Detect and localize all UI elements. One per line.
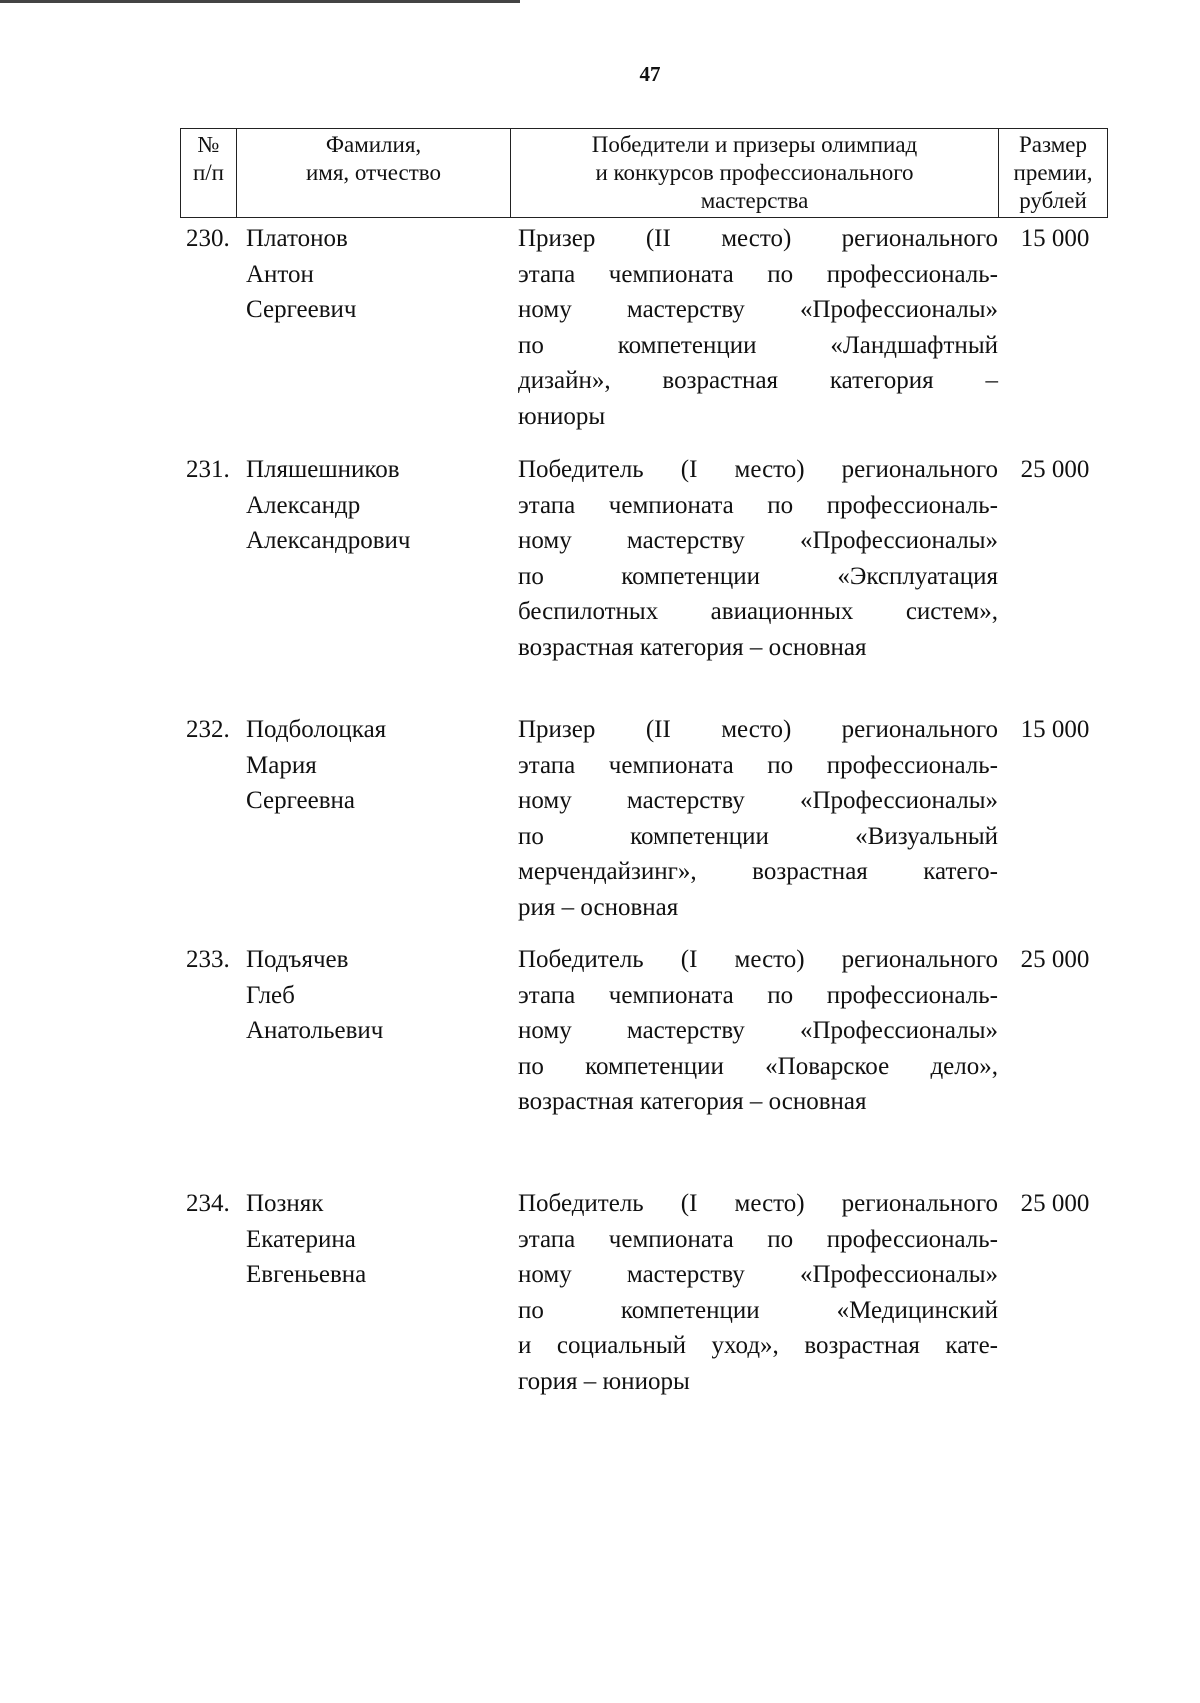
description-line: этапа чемпионата по профессиональ-	[518, 260, 998, 288]
description-line: ному мастерству «Профессионалы»	[518, 1261, 998, 1288]
description-line: гория – юниоры	[518, 1367, 690, 1395]
description-line: ному мастерству «Профессионалы»	[518, 296, 998, 323]
achievement-description	[518, 712, 998, 925]
description-line: по компетенции «Визуальный	[518, 822, 998, 850]
page-number: 47	[639, 62, 661, 86]
header-name	[237, 129, 511, 217]
name-part: Екатерина	[246, 1225, 356, 1253]
header-line: №	[197, 132, 220, 157]
name-part: Сергеевна	[246, 787, 355, 814]
table-header	[180, 128, 1108, 218]
name-part: Позняк	[246, 1190, 324, 1217]
header-line: Размер	[1018, 132, 1088, 157]
description-line: Призер (II место) регионального	[518, 716, 998, 743]
header-number	[181, 129, 237, 217]
achievement-description	[518, 452, 998, 665]
description-line: этапа чемпионата по профессиональ-	[518, 1225, 998, 1253]
name-part: Евгеньевна	[246, 1261, 367, 1288]
prize-amount: 25 000	[1020, 456, 1090, 483]
name-part: Сергеевич	[246, 296, 357, 323]
description-line: по компетенции «Ландшафтный	[518, 331, 998, 359]
description-line: возрастная категория – основная	[518, 1088, 867, 1115]
description-line: и социальный уход», возрастная кате-	[518, 1332, 998, 1359]
prize-amount: 25 000	[1020, 946, 1090, 973]
header-achievement	[511, 129, 999, 217]
header-line: рублей	[1019, 188, 1087, 213]
description-line: ному мастерству «Профессионалы»	[518, 787, 998, 814]
name-part: Александр	[246, 491, 361, 519]
prize-amount: 15 000	[1020, 225, 1090, 252]
header-line: и конкурсов профессионального	[595, 160, 914, 185]
description-line: по компетенции «Эксплуатация	[518, 562, 998, 590]
description-line: рия – основная	[518, 893, 679, 921]
name-part: Подболоцкая	[246, 716, 387, 743]
description-line: этапа чемпионата по профессиональ-	[518, 751, 998, 779]
row-number: 230.	[186, 225, 230, 252]
header-line: Фамилия,	[325, 132, 422, 157]
name-part: Глеб	[246, 981, 295, 1009]
description-line: этапа чемпионата по профессиональ-	[518, 491, 998, 519]
row-number: 231.	[186, 456, 230, 483]
full-name	[246, 712, 506, 819]
name-part: Александрович	[246, 527, 411, 554]
description-line: этапа чемпионата по профессиональ-	[518, 981, 998, 1009]
name-part: Платонов	[246, 225, 348, 252]
full-name	[246, 221, 506, 328]
full-name	[246, 1186, 506, 1293]
scan-artifact-line	[0, 0, 520, 3]
header-line: Победители и призеры олимпиад	[591, 132, 918, 157]
name-part: Анатольевич	[246, 1017, 384, 1044]
header-amount	[999, 129, 1107, 217]
name-part: Антон	[246, 260, 314, 288]
description-line: Призер (II место) регионального	[518, 225, 998, 252]
description-line: ному мастерству «Профессионалы»	[518, 527, 998, 554]
achievement-description	[518, 942, 998, 1120]
description-line: юниоры	[518, 402, 606, 430]
full-name	[246, 942, 506, 1049]
header-line: премии,	[1013, 160, 1093, 185]
achievement-description	[518, 1186, 998, 1399]
prize-amount: 15 000	[1020, 716, 1090, 743]
name-part: Подъячев	[246, 946, 349, 973]
header-line: мастерства	[700, 188, 809, 213]
achievement-description	[518, 221, 998, 434]
description-line: беспилотных авиационных систем»,	[518, 598, 998, 625]
description-line: возрастная категория – основная	[518, 633, 867, 661]
name-part: Мария	[246, 751, 317, 779]
description-line: ному мастерству «Профессионалы»	[518, 1017, 998, 1044]
description-line: Победитель (I место) регионального	[518, 456, 998, 483]
name-part: Пляшешников	[246, 456, 400, 483]
description-line: Победитель (I место) регионального	[518, 1190, 998, 1217]
description-line: мерчендайзинг», возрастная катего-	[518, 858, 998, 885]
description-line: Победитель (I место) регионального	[518, 946, 998, 973]
header-line: п/п	[192, 160, 224, 185]
header-line: имя, отчество	[305, 160, 441, 185]
prize-amount: 25 000	[1020, 1190, 1090, 1217]
row-number: 234.	[186, 1190, 230, 1217]
description-line: дизайн», возрастная категория –	[518, 367, 998, 394]
row-number: 232.	[186, 716, 230, 743]
row-number: 233.	[186, 946, 230, 973]
full-name	[246, 452, 506, 559]
description-line: по компетенции «Поварское дело»,	[518, 1052, 998, 1080]
description-line: по компетенции «Медицинский	[518, 1296, 998, 1324]
